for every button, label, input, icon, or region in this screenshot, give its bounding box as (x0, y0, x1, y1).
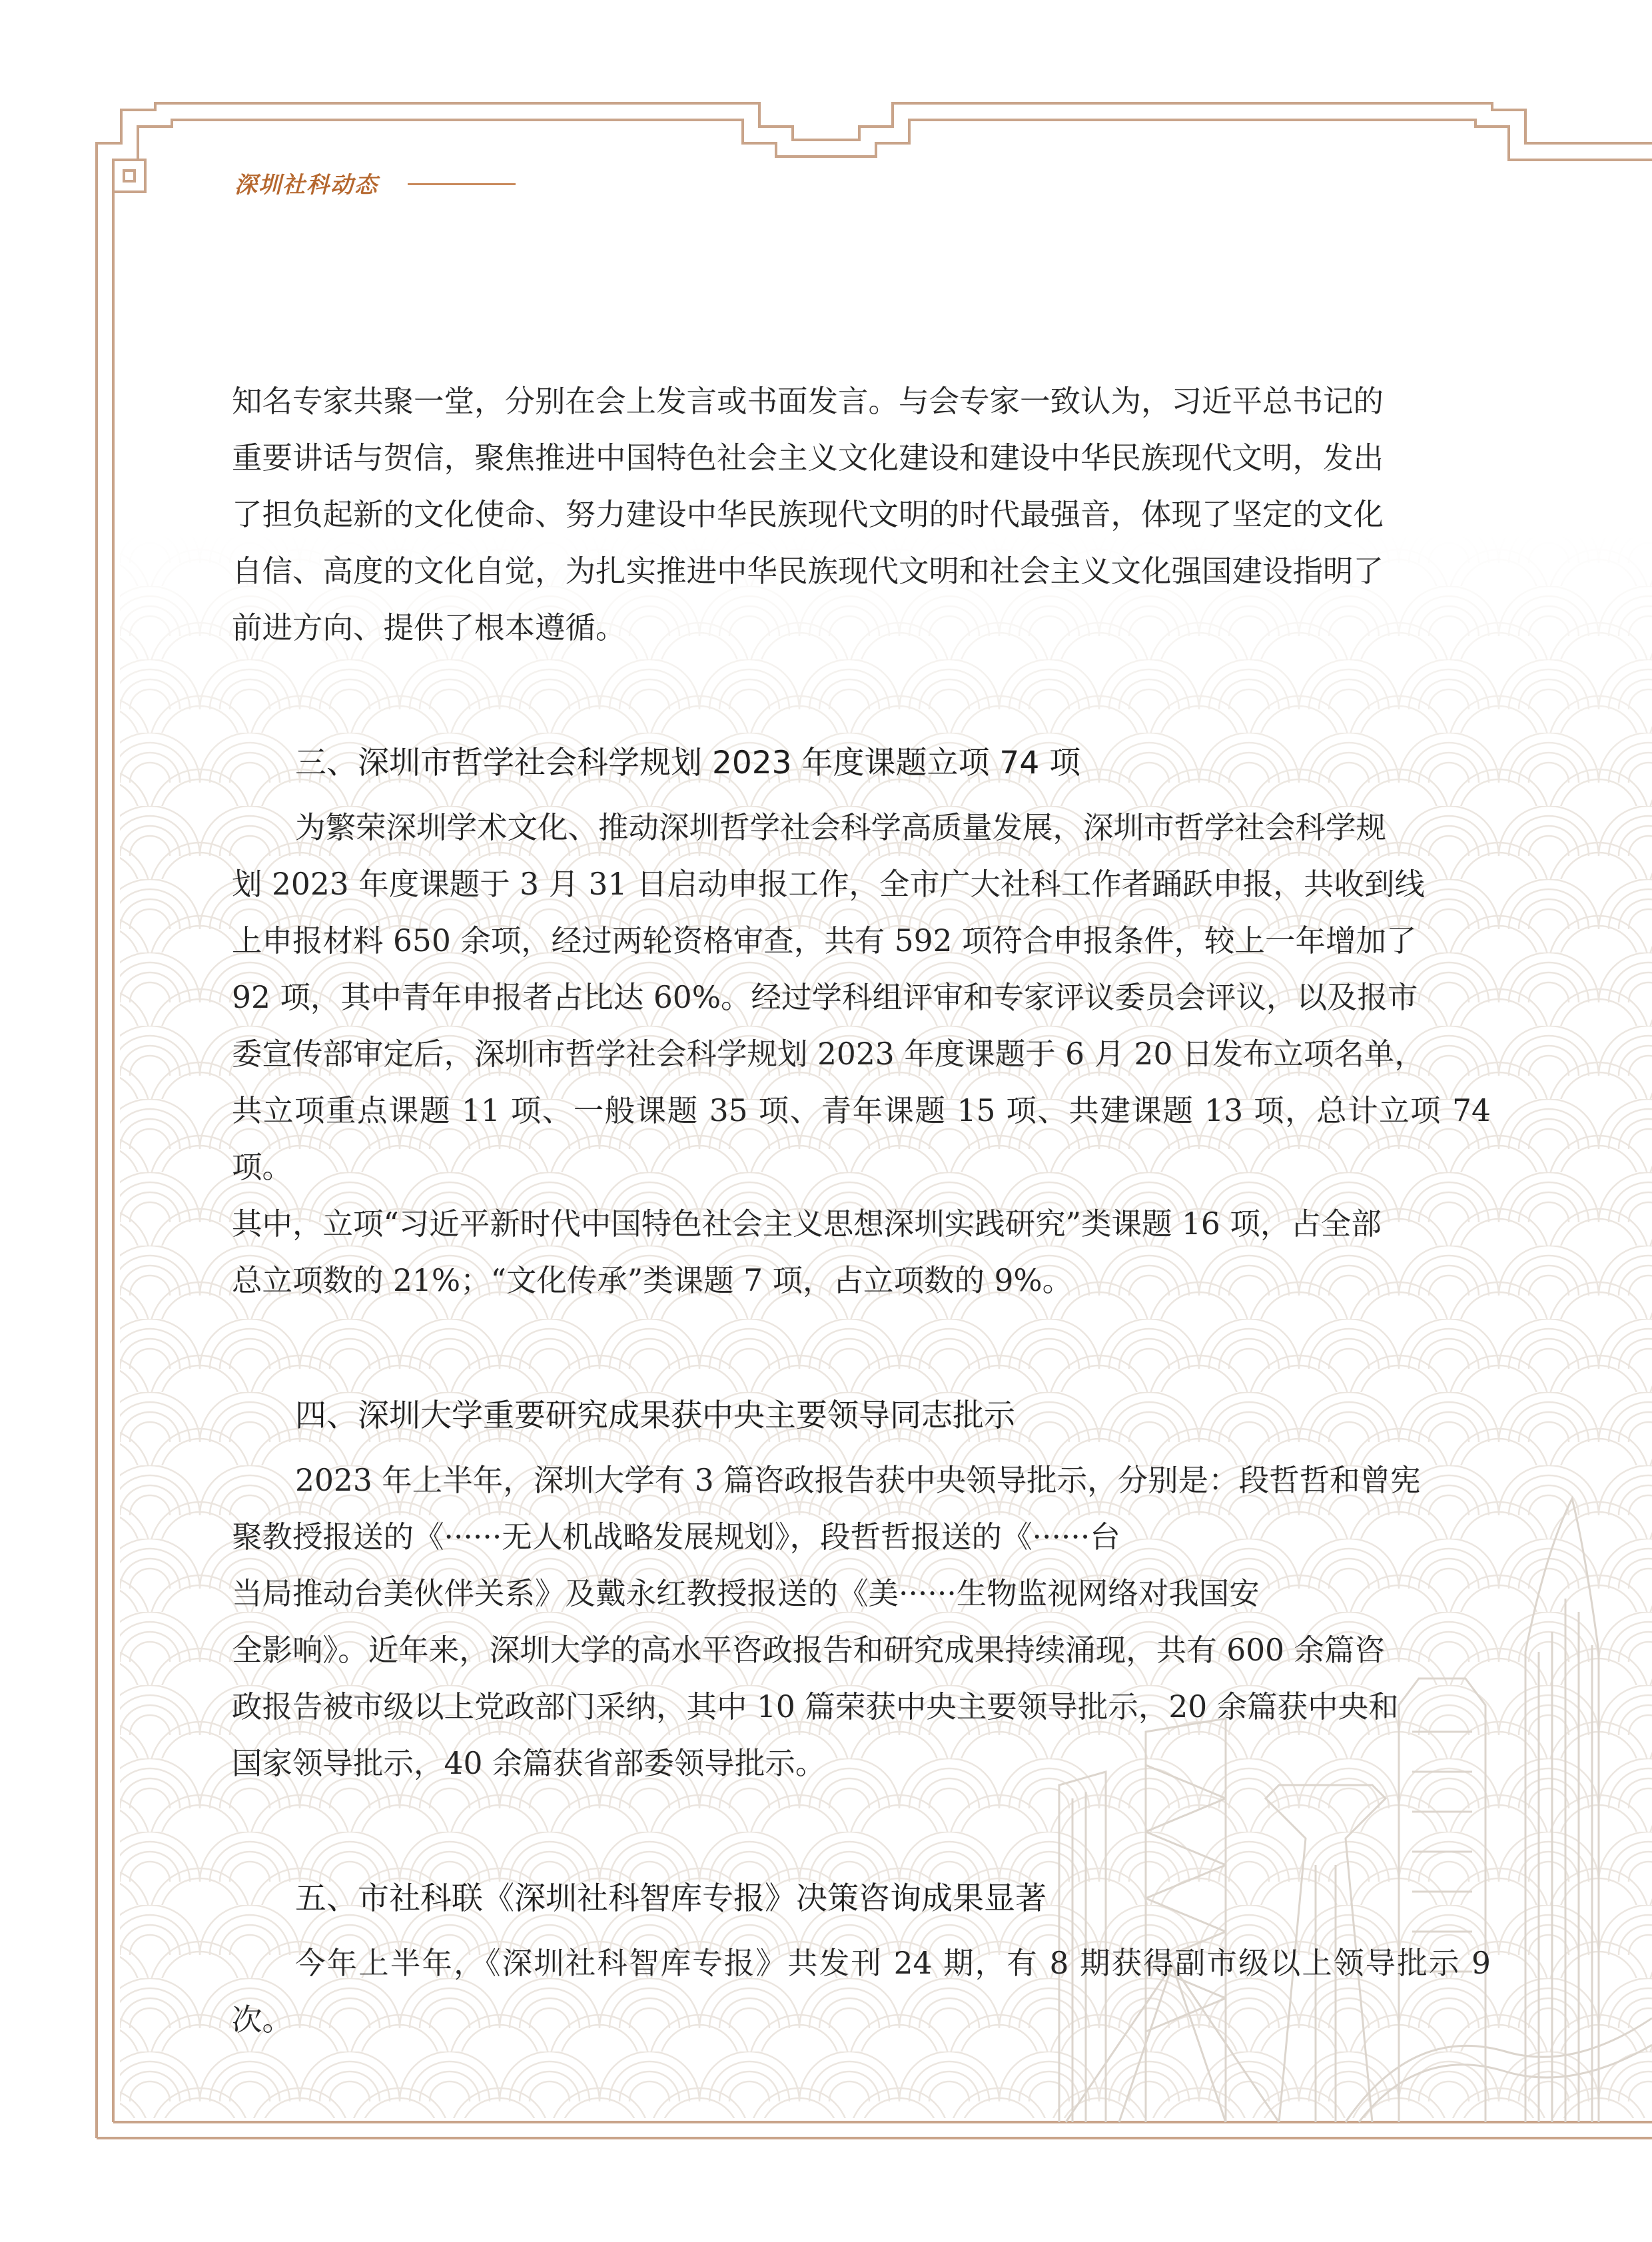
section-heading-4: 四、深圳大学重要研究成果获中央主要领导同志批示 (295, 1397, 1015, 1434)
article-content (232, 373, 1491, 2048)
header-rule (408, 183, 516, 185)
header-section-label: 深圳社科动态 (234, 172, 378, 198)
section-heading-5: 五、市社科联《深圳社科智库专报》决策咨询成果显著 (295, 1880, 1046, 1917)
section-paragraph-5: 今年上半年，《深圳社科智库专报》共发刊 24 期，有 8 期获得副市级以上领导批示 9 次。 (232, 1946, 1491, 2038)
section-paragraph-3: 为繁荣深圳学术文化、推动深圳哲学社会科学高质量发展，深圳市哲学社会科学规 划 2023 年度课题于 3 月 31 日启动申报工作，全市广大社科工作者踊跃申报，共收到线 上申报材料 650 余项，经过两轮资格审查，共有 592 项符合申报条件，较上一年增加了 92 项，其中青年申报者占比达 60%。经过学科组评审和专家评议委员会评议，以及报市 委宣传部审定后，深圳市哲学社会科学规划 2023 年度课题于 6 月 20 日发布立项名单， 共立项重点课题 11 项、一般课题 35 项、青年课题 15 项、共建课题 13 项，总计立项 74 项。 其中，立项“习近平新时代中国特色社会主义思想深圳实践研究”类课题 16 项，占全部 总立项数的 21%；“文化传承”类课题 7 项，占立项数的 9%。 (232, 810, 1491, 1298)
section-heading-3: 三、深圳市哲学社会科学规划 2023 年度课题立项 74 项 (295, 745, 1081, 781)
intro-paragraph: 知名专家共聚一堂，分别在会上发言或书面发言。与会专家一致认为，习近平总书记的 重要讲话与贺信，聚焦推进中国特色社会主义文化建设和建设中华民族现代文明，发出 了担负起新的文化使命、努力建设中华民族现代文明的时代最强音，体现了坚定的文化 自信、高度的文化自觉，为扎实推进中华民族现代文明和社会主义文化强国建设指明了 前进方向、提供了根本遵循。 (232, 384, 1384, 645)
section-paragraph-4: 2023 年上半年，深圳大学有 3 篇咨政报告获中央领导批示，分别是：段哲哲和曾宪 聚教授报送的《······无人机战略发展规划》，段哲哲报送的《······台 当局推动台美伙伴关系》及戴永红教授报送的《美······生物监视网络对我国安 全影响》。近年来，深圳大学的高水平咨政报告和研究成果持续涌现，共有 600 余篇咨 政报告被市级以上党政部门采纳，其中 10 篇荣获中央主要领导批示，20 余篇获中央和 国家领导批示，40 余篇获省部委领导批示。 (232, 1463, 1421, 1781)
